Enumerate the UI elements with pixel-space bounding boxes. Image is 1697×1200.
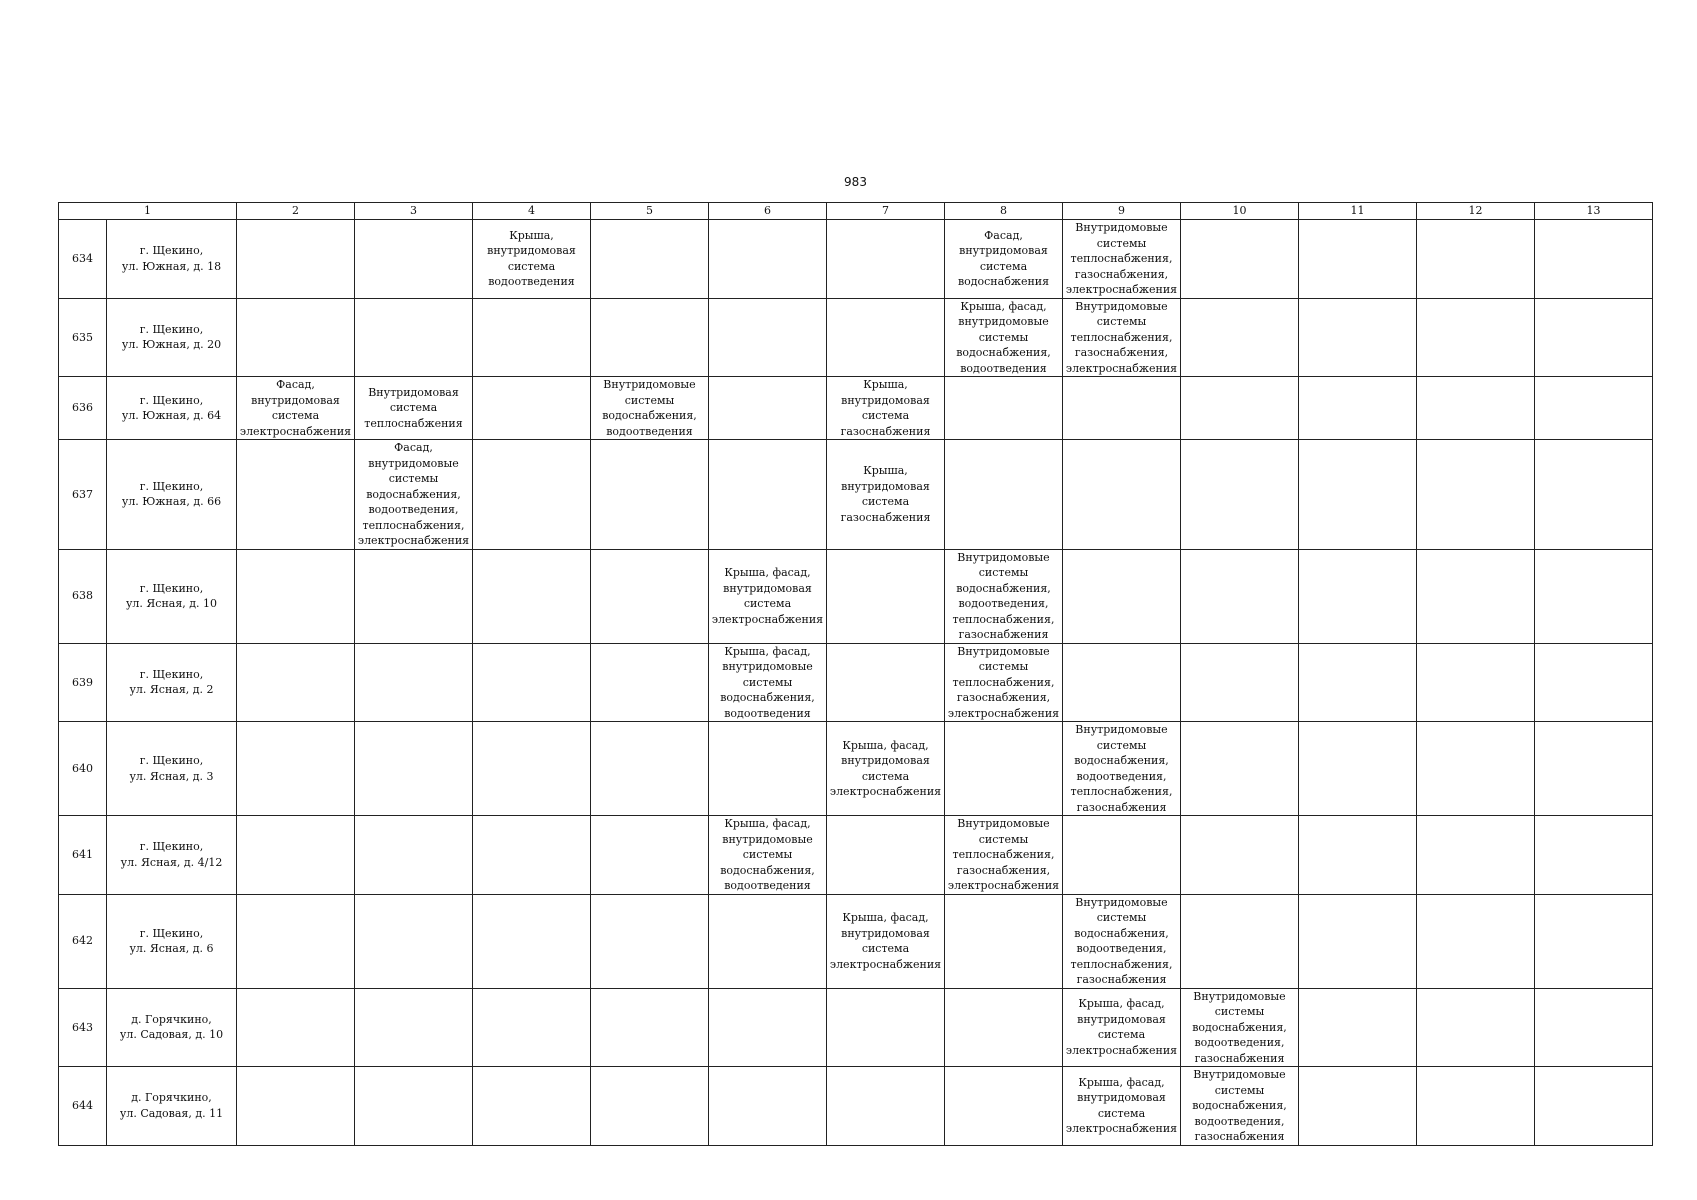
work-cell-col-3 <box>355 220 473 299</box>
work-cell-col-7 <box>827 643 945 722</box>
table-row <box>59 377 1653 440</box>
work-cell-col-3 <box>355 816 473 895</box>
work-text: Крыша, фасад, внутридомовая система электроснабжения <box>829 738 942 798</box>
work-cell-col-8 <box>945 894 1063 988</box>
address-cell <box>107 816 237 895</box>
work-text: Внутридомовые системы водоснабжения, водоотведения <box>602 378 697 438</box>
work-cell-col-2 <box>237 298 355 377</box>
work-cell-col-13 <box>1535 1067 1653 1146</box>
repair-schedule-table <box>58 202 1653 1146</box>
work-cell-col-13 <box>1535 220 1653 299</box>
work-cell-col-5 <box>591 1067 709 1146</box>
work-cell-col-10 <box>1181 988 1299 1067</box>
work-cell-col-13 <box>1535 988 1653 1067</box>
work-cell-col-10 <box>1181 549 1299 643</box>
work-cell-col-10 <box>1181 1067 1299 1146</box>
work-cell-col-11 <box>1299 549 1417 643</box>
work-cell-col-6 <box>709 377 827 440</box>
work-cell-col-4 <box>473 643 591 722</box>
table-row <box>59 722 1653 816</box>
work-cell-col-13 <box>1535 816 1653 895</box>
work-cell-col-11 <box>1299 988 1417 1067</box>
address-text: г. Щекино, ул. Южная, д. 20 <box>121 322 222 352</box>
work-cell-col-6 <box>709 722 827 816</box>
work-cell-col-2 <box>237 377 355 440</box>
column-header: 5 <box>591 203 709 220</box>
work-cell-col-11 <box>1299 298 1417 377</box>
row-number-cell: 644 <box>59 1067 107 1146</box>
work-cell-col-10 <box>1181 816 1299 895</box>
table-row <box>59 440 1653 550</box>
work-text: Внутридомовые системы теплоснабжения, газоснабжения, электроснабжения <box>1065 221 1178 296</box>
work-cell-col-5 <box>591 894 709 988</box>
work-cell-col-2 <box>237 722 355 816</box>
work-cell-col-2 <box>237 643 355 722</box>
work-cell-col-12 <box>1417 377 1535 440</box>
work-cell-col-2 <box>237 220 355 299</box>
work-cell-col-3 <box>355 643 473 722</box>
address-cell <box>107 377 237 440</box>
address-text: г. Щекино, ул. Южная, д. 66 <box>121 479 222 509</box>
work-cell-col-12 <box>1417 549 1535 643</box>
work-cell-col-4 <box>473 298 591 377</box>
work-cell-col-12 <box>1417 298 1535 377</box>
address-cell <box>107 298 237 377</box>
work-text: Фасад, внутридомовая система электроснабжения <box>239 378 352 438</box>
work-cell-col-2 <box>237 816 355 895</box>
column-header: 6 <box>709 203 827 220</box>
work-cell-col-12 <box>1417 440 1535 550</box>
work-cell-col-6 <box>709 816 827 895</box>
work-cell-col-7 <box>827 722 945 816</box>
work-cell-col-6 <box>709 643 827 722</box>
work-cell-col-4 <box>473 988 591 1067</box>
work-cell-col-6 <box>709 988 827 1067</box>
address-text: д. Горячкино, ул. Садовая, д. 10 <box>119 1012 224 1042</box>
address-text: г. Щекино, ул. Южная, д. 64 <box>121 393 222 422</box>
address-text: г. Щекино, ул. Ясная, д. 6 <box>129 926 214 955</box>
work-cell-col-8 <box>945 298 1063 377</box>
work-cell-col-13 <box>1535 298 1653 377</box>
work-cell-col-6 <box>709 894 827 988</box>
work-cell-col-10 <box>1181 440 1299 550</box>
work-cell-col-11 <box>1299 1067 1417 1146</box>
column-header: 4 <box>473 203 591 220</box>
work-cell-col-2 <box>237 894 355 988</box>
row-number-cell: 636 <box>59 377 107 440</box>
work-cell-col-12 <box>1417 894 1535 988</box>
work-cell-col-2 <box>237 1067 355 1146</box>
work-cell-col-10 <box>1181 298 1299 377</box>
work-cell-col-4 <box>473 220 591 299</box>
work-cell-col-9 <box>1063 894 1181 988</box>
work-cell-col-2 <box>237 988 355 1067</box>
table-row <box>59 549 1653 643</box>
work-cell-col-9 <box>1063 988 1181 1067</box>
row-number-cell: 635 <box>59 298 107 377</box>
column-header: 12 <box>1417 203 1535 220</box>
work-cell-col-8 <box>945 1067 1063 1146</box>
work-cell-col-6 <box>709 440 827 550</box>
work-text: Фасад, внутридомовая система водоснабжения <box>957 228 1050 289</box>
work-text: Фасад, внутридомовые системы водоснабжения, водоотведения, теплоснабжения, электроснабжения <box>357 441 470 547</box>
column-header: 3 <box>355 203 473 220</box>
work-cell-col-4 <box>473 1067 591 1146</box>
work-cell-col-13 <box>1535 722 1653 816</box>
row-number-cell: 642 <box>59 894 107 988</box>
work-cell-col-4 <box>473 816 591 895</box>
column-header: 7 <box>827 203 945 220</box>
work-text: Крыша, фасад, внутридомовая система электроснабжения <box>1065 1075 1178 1136</box>
address-cell <box>107 894 237 988</box>
work-cell-col-4 <box>473 377 591 440</box>
work-cell-col-12 <box>1417 988 1535 1067</box>
work-cell-col-7 <box>827 1067 945 1146</box>
work-cell-col-8 <box>945 816 1063 895</box>
work-text: Внутридомовые системы теплоснабжения, газоснабжения, электроснабжения <box>947 644 1060 720</box>
work-cell-col-7 <box>827 816 945 895</box>
work-cell-col-11 <box>1299 816 1417 895</box>
work-text: Внутридомовые системы водоснабжения, водоотведения, газоснабжения <box>1192 989 1287 1065</box>
work-cell-col-7 <box>827 220 945 299</box>
work-cell-col-3 <box>355 440 473 550</box>
work-cell-col-4 <box>473 440 591 550</box>
work-cell-col-5 <box>591 643 709 722</box>
address-text: г. Щекино, ул. Южная, д. 18 <box>121 244 222 273</box>
work-text: Крыша, внутридомовая система водоотведения <box>487 228 576 289</box>
work-cell-col-10 <box>1181 894 1299 988</box>
work-cell-col-11 <box>1299 220 1417 299</box>
address-text: д. Горячкино, ул. Садовая, д. 11 <box>119 1091 224 1120</box>
work-text: Внутридомовые системы теплоснабжения, газоснабжения, электроснабжения <box>947 817 1060 892</box>
work-cell-col-11 <box>1299 894 1417 988</box>
row-number-cell: 640 <box>59 722 107 816</box>
work-cell-col-10 <box>1181 377 1299 440</box>
address-cell <box>107 722 237 816</box>
work-cell-col-6 <box>709 298 827 377</box>
work-cell-col-5 <box>591 220 709 299</box>
address-cell <box>107 220 237 299</box>
work-cell-col-6 <box>709 549 827 643</box>
work-cell-col-7 <box>827 298 945 377</box>
work-cell-col-2 <box>237 440 355 550</box>
work-cell-col-7 <box>827 377 945 440</box>
work-cell-col-8 <box>945 549 1063 643</box>
work-cell-col-3 <box>355 894 473 988</box>
work-cell-col-8 <box>945 440 1063 550</box>
work-cell-col-4 <box>473 549 591 643</box>
work-cell-col-5 <box>591 816 709 895</box>
header-row <box>59 203 1653 220</box>
work-cell-col-12 <box>1417 1067 1535 1146</box>
column-header: 1 <box>59 203 237 220</box>
work-text: Крыша, внутридомовая система газоснабжения <box>840 464 931 524</box>
work-cell-col-9 <box>1063 722 1181 816</box>
work-text: Внутридомовые системы водоснабжения, водоотведения, газоснабжения <box>1192 1068 1287 1143</box>
work-text: Крыша, фасад, внутридомовая система электроснабжения <box>1065 997 1178 1057</box>
work-cell-col-4 <box>473 722 591 816</box>
column-header: 2 <box>237 203 355 220</box>
work-cell-col-9 <box>1063 816 1181 895</box>
address-cell <box>107 440 237 550</box>
work-cell-col-9 <box>1063 440 1181 550</box>
work-cell-col-7 <box>827 440 945 550</box>
work-cell-col-3 <box>355 722 473 816</box>
column-header: 9 <box>1063 203 1181 220</box>
work-cell-col-5 <box>591 722 709 816</box>
work-cell-col-7 <box>827 549 945 643</box>
work-text: Крыша, фасад, внутридомовые системы водоснабжения, водоотведения <box>720 644 815 720</box>
address-cell <box>107 643 237 722</box>
work-text: Крыша, фасад, внутридомовые системы водоснабжения, водоотведения <box>720 817 815 892</box>
work-cell-col-3 <box>355 549 473 643</box>
column-header: 13 <box>1535 203 1653 220</box>
work-text: Крыша, внутридомовая система газоснабжения <box>840 378 931 438</box>
work-cell-col-4 <box>473 894 591 988</box>
table-row <box>59 298 1653 377</box>
work-cell-col-12 <box>1417 722 1535 816</box>
address-cell <box>107 988 237 1067</box>
work-cell-col-11 <box>1299 722 1417 816</box>
work-cell-col-11 <box>1299 643 1417 722</box>
table-row <box>59 894 1653 988</box>
page-number: 983 <box>844 175 867 189</box>
work-cell-col-3 <box>355 298 473 377</box>
work-text: Крыша, фасад, внутридомовая система электроснабжения <box>711 566 824 626</box>
work-cell-col-9 <box>1063 377 1181 440</box>
work-text: Внутридомовые системы водоснабжения, водоотведения, теплоснабжения, газоснабжения <box>1070 723 1173 814</box>
table-row <box>59 643 1653 722</box>
work-cell-col-10 <box>1181 722 1299 816</box>
work-text: Крыша, фасад, внутридомовые системы водоснабжения, водоотведения <box>956 299 1051 375</box>
address-text: г. Щекино, ул. Ясная, д. 10 <box>125 581 218 610</box>
work-cell-col-11 <box>1299 440 1417 550</box>
work-cell-col-6 <box>709 1067 827 1146</box>
work-cell-col-8 <box>945 220 1063 299</box>
row-number-cell: 643 <box>59 988 107 1067</box>
address-cell <box>107 549 237 643</box>
work-cell-col-5 <box>591 440 709 550</box>
row-number-cell: 637 <box>59 440 107 550</box>
work-text: Внутридомовые системы водоснабжения, водоотведения, теплоснабжения, газоснабжения <box>1070 895 1173 986</box>
address-text: г. Щекино, ул. Ясная, д. 3 <box>129 754 214 783</box>
work-text: Внутридомовая система теплоснабжения <box>364 385 463 430</box>
work-cell-col-5 <box>591 298 709 377</box>
work-cell-col-13 <box>1535 377 1653 440</box>
work-cell-col-5 <box>591 549 709 643</box>
work-cell-col-8 <box>945 722 1063 816</box>
row-number-cell: 638 <box>59 549 107 643</box>
work-text: Крыша, фасад, внутридомовая система электроснабжения <box>829 911 942 971</box>
table-row <box>59 220 1653 299</box>
address-text: г. Щекино, ул. Ясная, д. 2 <box>129 667 214 697</box>
address-text: г. Щекино, ул. Ясная, д. 4/12 <box>120 840 223 869</box>
work-cell-col-9 <box>1063 1067 1181 1146</box>
work-cell-col-13 <box>1535 643 1653 722</box>
work-cell-col-11 <box>1299 377 1417 440</box>
work-cell-col-8 <box>945 643 1063 722</box>
work-cell-col-5 <box>591 988 709 1067</box>
row-number-cell: 641 <box>59 816 107 895</box>
column-header: 8 <box>945 203 1063 220</box>
work-cell-col-9 <box>1063 220 1181 299</box>
work-cell-col-12 <box>1417 643 1535 722</box>
table-row <box>59 988 1653 1067</box>
row-number-cell: 634 <box>59 220 107 299</box>
work-text: Внутридомовые системы водоснабжения, водоотведения, теплоснабжения, газоснабжения <box>952 550 1055 641</box>
work-cell-col-5 <box>591 377 709 440</box>
address-cell <box>107 1067 237 1146</box>
work-cell-col-3 <box>355 1067 473 1146</box>
column-header: 10 <box>1181 203 1299 220</box>
work-cell-col-2 <box>237 549 355 643</box>
work-text: Внутридомовые системы теплоснабжения, газоснабжения, электроснабжения <box>1065 299 1178 375</box>
work-cell-col-13 <box>1535 894 1653 988</box>
work-cell-col-10 <box>1181 643 1299 722</box>
work-cell-col-8 <box>945 988 1063 1067</box>
work-cell-col-7 <box>827 894 945 988</box>
work-cell-col-9 <box>1063 298 1181 377</box>
table-row <box>59 1067 1653 1146</box>
work-cell-col-9 <box>1063 643 1181 722</box>
work-cell-col-6 <box>709 220 827 299</box>
work-cell-col-13 <box>1535 549 1653 643</box>
work-cell-col-3 <box>355 377 473 440</box>
work-cell-col-10 <box>1181 220 1299 299</box>
table-row <box>59 816 1653 895</box>
work-cell-col-7 <box>827 988 945 1067</box>
work-cell-col-13 <box>1535 440 1653 550</box>
work-cell-col-3 <box>355 988 473 1067</box>
work-cell-col-9 <box>1063 549 1181 643</box>
work-cell-col-12 <box>1417 220 1535 299</box>
row-number-cell: 639 <box>59 643 107 722</box>
work-cell-col-8 <box>945 377 1063 440</box>
column-header: 11 <box>1299 203 1417 220</box>
work-cell-col-12 <box>1417 816 1535 895</box>
